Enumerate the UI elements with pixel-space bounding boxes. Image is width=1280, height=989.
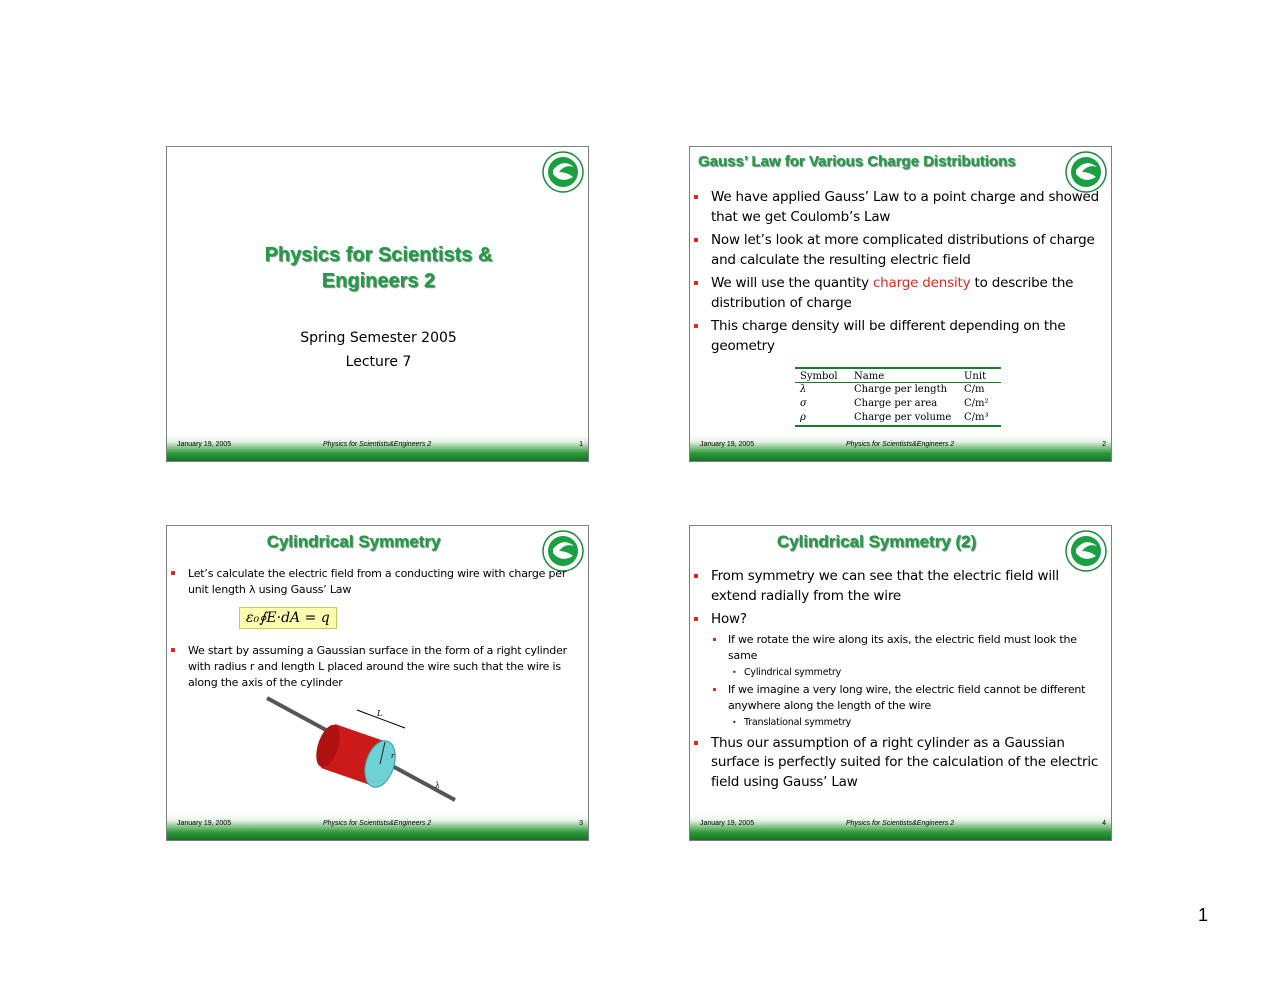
bullet: Thus our assumption of a right cylinder as a Gaussian surface is perfectly suited for the calculation of the electric field using Gauss’ Law [692,734,1104,793]
slide-footer: January 19, 2005 Physics for Scientists&Engineers 2 3 [167,814,588,840]
sub-sub-bullet: • Cylindrical symmetry [728,666,1104,680]
radius-label: r [391,752,395,760]
slide-title: Cylindrical Symmetry [266,532,441,551]
slide-4 [689,525,1112,841]
bullet: We will use the quantity charge density to describe the distribution of charge [692,274,1100,313]
sub-bullet: If we imagine a very long wire, the electric field cannot be different anywhere along the length of the wire • Translational symmetry [711,682,1104,730]
page-number: 1 [1197,905,1208,925]
slide-footer: January 19, 2005 Physics for Scientists&Engineers 2 4 [690,814,1111,840]
university-seal-logo [541,150,585,194]
bullet-list [169,566,587,608]
bullet: We have applied Gauss’ Law to a point charge and showed that we get Coulomb’s Law [692,188,1100,227]
highlight-term: charge density [872,275,971,291]
gauss-law-equation: ε₀∮E·dA = q [239,607,337,629]
bullet: We start by assuming a Gaussian surface in the form of a right cylinder with radius r and length L placed around the wire such that the wire is along the axis of the cylinder [169,643,587,691]
bullet: Let’s calculate the electric field from a conducting wire with charge per unit length λ using Gauss’ Law [169,566,587,598]
lambda-label: λ [435,781,441,790]
bullet: From symmetry we can see that the electric field will extend radially from the wire [692,567,1104,606]
slide-footer: January 19, 2005 Physics for Scientists&Engineers 2 2 [690,435,1111,461]
sub-bullet: If we rotate the wire along its axis, the electric field must look the same • Cylindrical symmetry [711,632,1104,680]
cylinder-figure [265,694,461,806]
slide-2 [689,146,1112,462]
table-row: ρ Charge per volume C/m³ [800,412,989,423]
table-header: Unit [959,368,1001,383]
slide-title: Cylindrical Symmetry (2) [776,532,977,551]
bullet: How? If we rotate the wire along its axis, the electric field must look the same • Cylindrical symmetry If we imagine a very long wire, the electric field cannot be different anywhere along the length of the wire • Translational symmetry [692,610,1104,730]
slide-title: Gauss’ Law for Various Charge Distributions [698,153,1016,170]
table-header: Name [849,368,959,383]
table-row: λ Charge per length C/m [800,384,985,395]
sub-bullet-list [711,632,1104,730]
length-label: L [377,709,383,718]
bullet-list [169,643,587,701]
bullet: This charge density will be different depending on the geometry [692,317,1100,356]
bullet-list [692,567,1104,796]
sub-sub-bullet: • Translational symmetry [728,716,1104,730]
slide-3 [166,525,589,841]
slide-1 [166,146,589,462]
bullet: Now let’s look at more complicated distributions of charge and calculate the resulting electric field [692,231,1100,270]
slide-title: Physics for Scientists & Engineers 2 [264,244,493,292]
lecture-text: Lecture 7 [345,354,412,370]
slide-footer: January 19, 2005 Physics for Scientists&Engineers 2 1 [167,435,588,461]
table-row: σ Charge per area C/m² [800,398,989,409]
semester-text: Spring Semester 2005 [300,330,457,346]
bullet-list [692,188,1100,360]
charge-density-table [795,367,1001,427]
table-header: Symbol [795,368,849,383]
